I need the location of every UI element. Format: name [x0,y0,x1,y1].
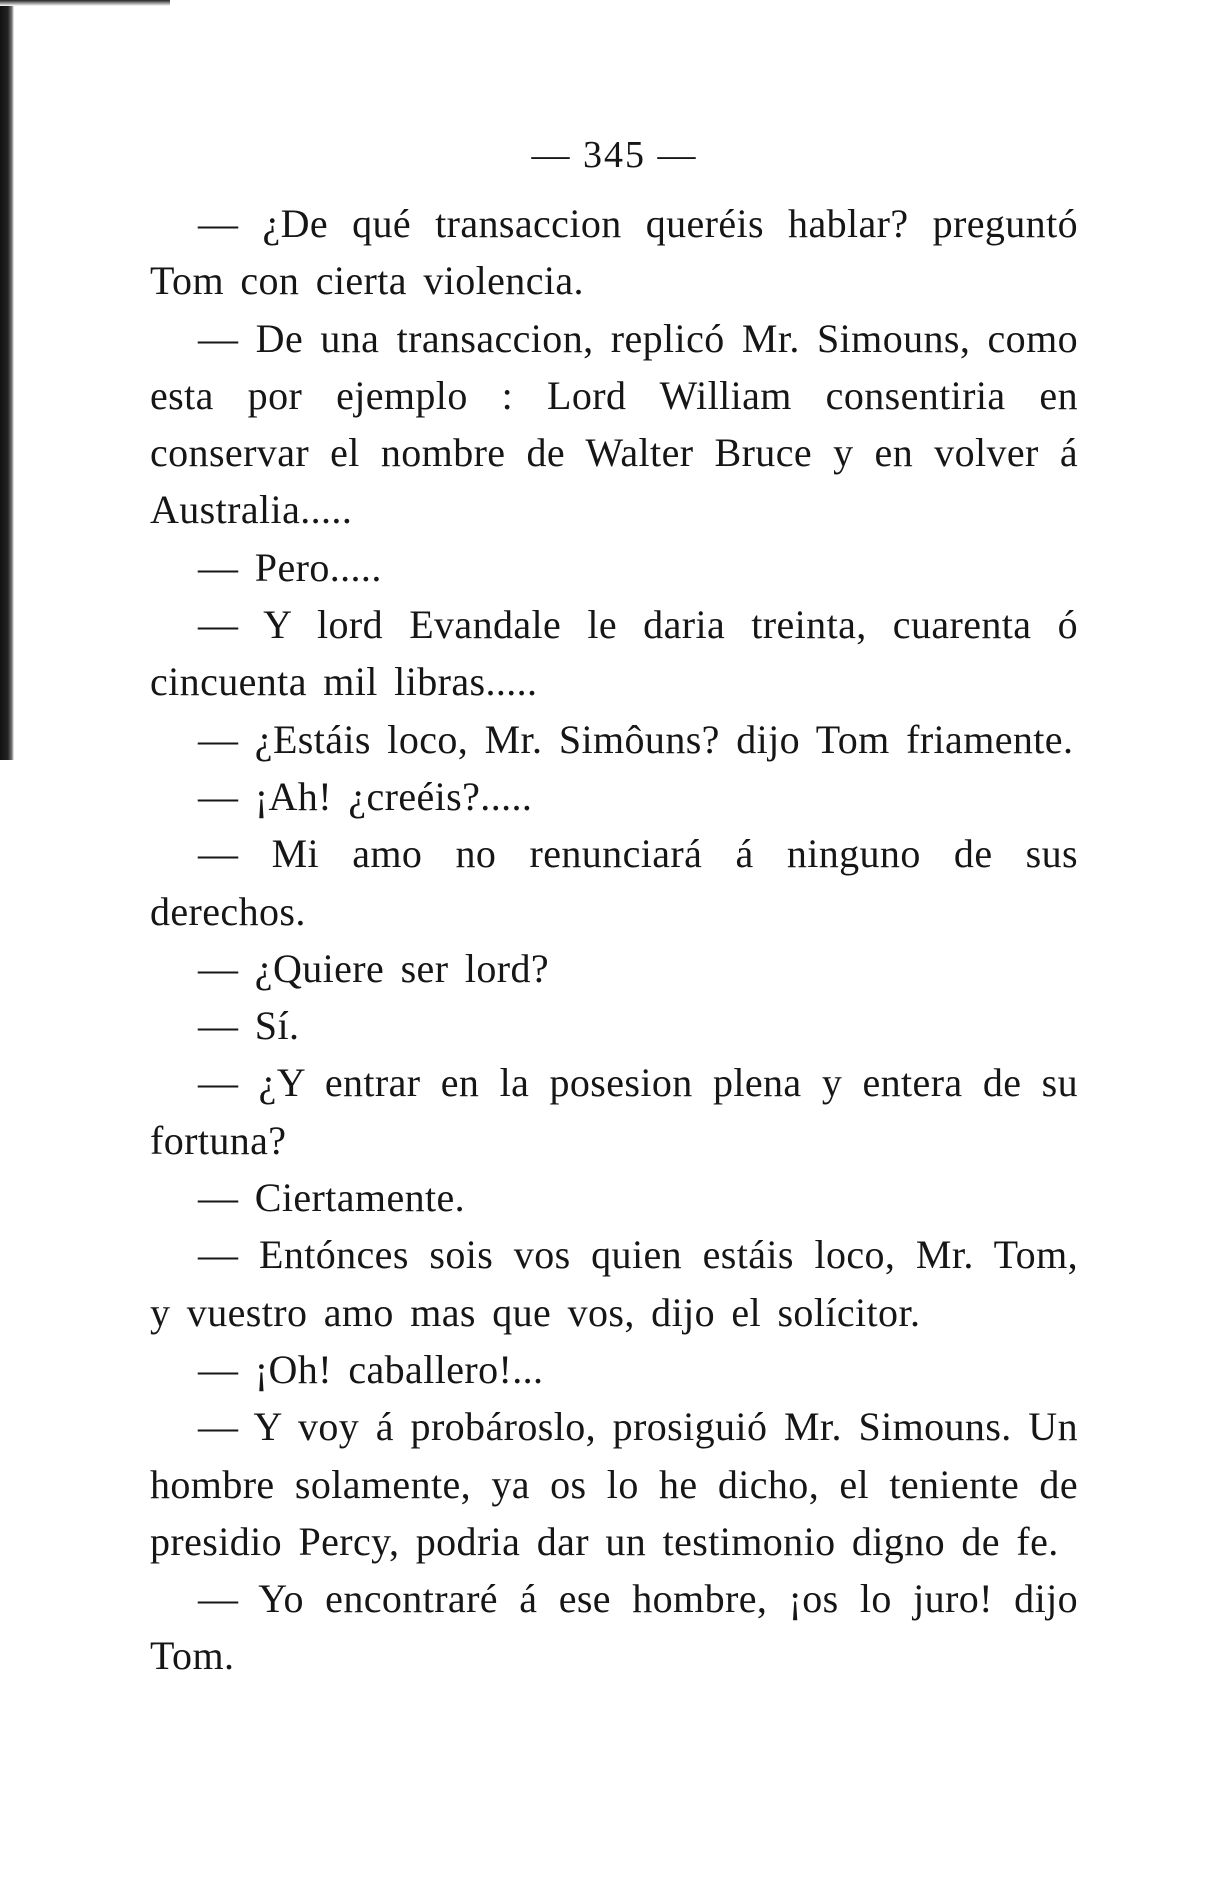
text-block [150,195,1078,1685]
paragraph: — Mi amo no renunciará á ninguno de sus derechos. [150,831,1078,934]
binding-edge [0,0,14,760]
paragraph: — De una transaccion, replicó Mr. Simouns, como esta por ejemplo : Lord William consentiria en conservar el nombre de Walter Bruce y en volver á Australia..... [150,315,1078,533]
paragraph: — Yo encontraré á ese hombre, ¡os lo juro! dijo Tom. [150,1576,1078,1679]
paragraph: — Sí. [198,1003,300,1049]
paragraph: — ¿Estáis loco, Mr. Simôuns? dijo Tom friamente. [198,716,1074,762]
paragraph: — ¡Ah! ¿creéis?..... [198,773,533,819]
paragraph: — Y voy á probároslo, prosiguió Mr. Simouns. Un hombre solamente, ya os lo he dicho, el teniente de presidio Percy, podria dar un testimonio digno de fe. [150,1404,1078,1564]
page-number: — 345 — [531,134,698,176]
paragraph: — Ciertamente. [198,1175,466,1221]
paragraph: — Pero..... [198,544,382,590]
paragraph: — Entónces sois vos quien estáis loco, Mr. Tom, y vuestro amo mas que vos, dijo el solícitor. [150,1232,1078,1335]
paragraph: — ¿De qué transaccion queréis hablar? preguntó Tom con cierta violencia. [150,201,1078,304]
paragraph: — ¿Y entrar en la posesion plena y entera de su fortuna? [150,1060,1078,1163]
paragraph: — ¡Oh! caballero!... [198,1346,544,1392]
paragraph: — Y lord Evandale le daria treinta, cuarenta ó cincuenta mil libras..... [150,602,1078,705]
paragraph: — ¿Quiere ser lord? [198,945,550,991]
binding-edge-top [0,0,170,6]
